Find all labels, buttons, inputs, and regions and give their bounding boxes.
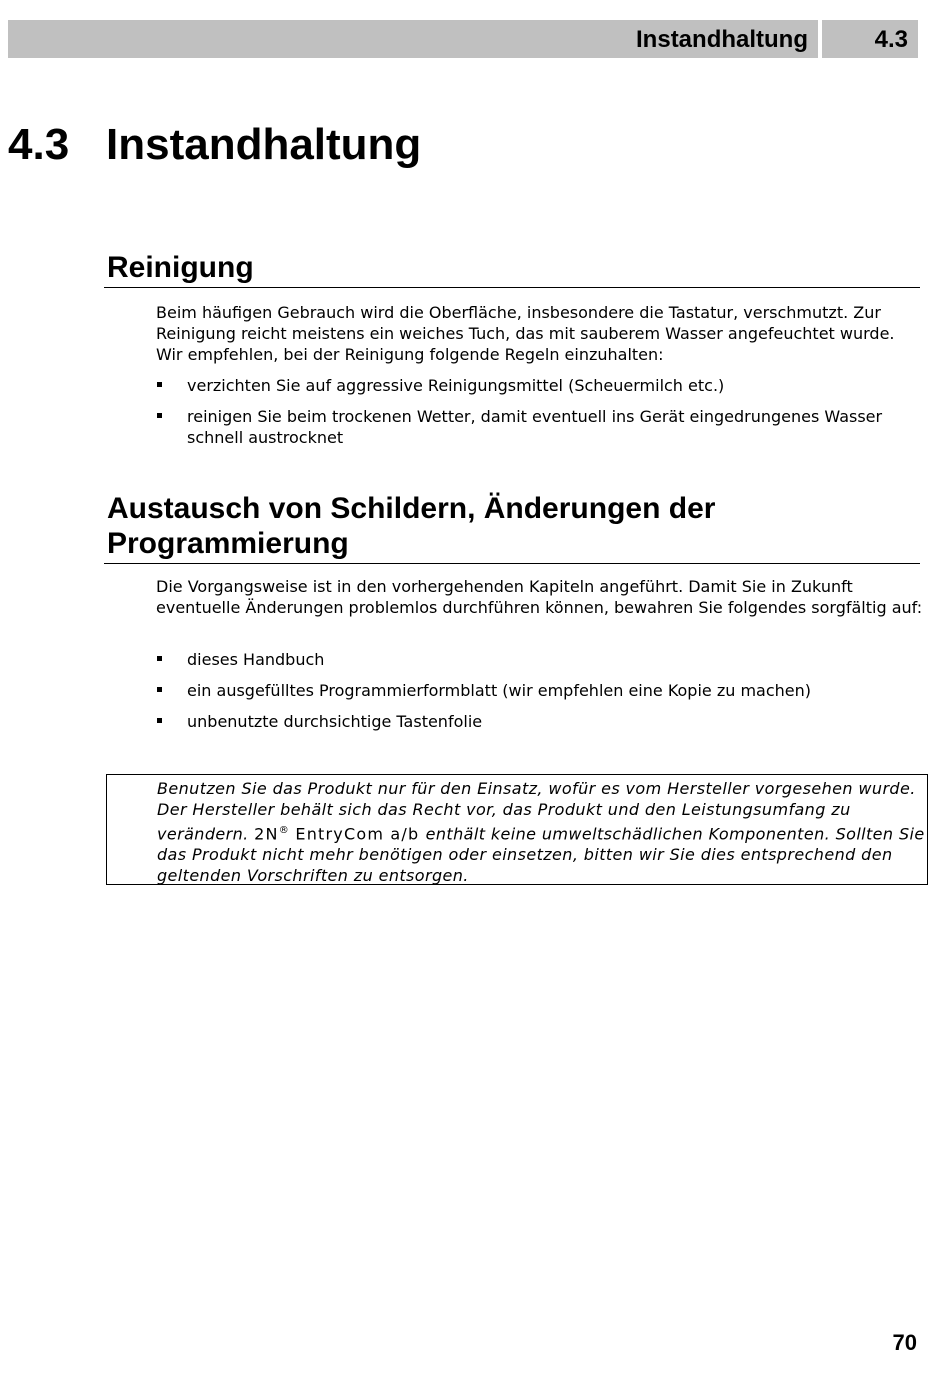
chapter-number: 4.3 xyxy=(8,120,70,169)
bullet-list-reinigung xyxy=(156,375,926,458)
section-heading-reinigung: Reinigung xyxy=(104,250,920,288)
note-product-name: EntryCom a/b xyxy=(289,824,426,844)
header-bar xyxy=(8,20,818,58)
note-text xyxy=(157,778,927,886)
section-heading-austausch: Austausch von Schildern, Änderungen der Programmierung xyxy=(104,491,920,564)
bullet-square-icon xyxy=(157,382,162,387)
page-number: 70 xyxy=(892,1330,917,1355)
list-item-text: unbenutzte durchsichtige Tastenfolie xyxy=(187,712,483,731)
bullet-square-icon xyxy=(157,687,162,692)
note-text-intro: Benutzen Sie das Produkt nur für den Einsatz, wofür es vom Hersteller vorgesehen wurde. Der Hersteller behält sich das Recht vor, das Produkt und den Leistungsumfang zu verändern. xyxy=(157,779,916,844)
list-item xyxy=(156,680,926,701)
note-text-outro: enthält keine umweltschädlichen Komponenten. Sollten Sie das Produkt nicht mehr benötigen oder einsetzen, bitten wir Sie dies entsprechend den geltenden Vorschriften zu entsorgen. xyxy=(157,824,925,886)
bullet-square-icon xyxy=(157,656,162,661)
list-item xyxy=(156,406,926,448)
note-box xyxy=(106,774,928,885)
section-paragraph-reinigung: Beim häufigen Gebrauch wird die Oberfläche, insbesondere die Tastatur, verschmutzt. Zur Reinigung reicht meistens ein weiches Tuch, das mit sauberem Wasser angefeuchtet wurde. Wir empfehlen, bei der Reinigung folgende Regeln einzuhalten: xyxy=(156,303,895,364)
chapter-title xyxy=(8,120,421,170)
header-section-box xyxy=(822,20,918,58)
list-item-text: verzichten Sie auf aggressive Reinigungsmittel (Scheuermilch etc.) xyxy=(187,376,725,395)
list-item xyxy=(156,649,926,670)
list-item-text: reinigen Sie beim trockenen Wetter, damit eventuell ins Gerät eingedrungenes Wasser schnell austrocknet xyxy=(187,407,883,447)
bullet-square-icon xyxy=(157,413,162,418)
section-paragraph-austausch: Die Vorgangsweise ist in den vorhergehenden Kapiteln angeführt. Damit Sie in Zukunft eventuelle Änderungen problemlos durchführen können, bewahren Sie folgendes sorgfältig auf: xyxy=(156,577,923,617)
note-brand: 2N xyxy=(254,824,279,844)
list-item xyxy=(156,711,926,732)
registered-mark: ® xyxy=(278,825,290,836)
header-section-number: 4.3 xyxy=(874,26,908,53)
chapter-title-text: Instandhaltung xyxy=(106,120,422,169)
list-item-text: ein ausgefülltes Programmierformblatt (wir empfehlen eine Kopie zu machen) xyxy=(187,681,812,700)
header-title: Instandhaltung xyxy=(636,26,808,53)
bullet-list-austausch xyxy=(156,649,926,742)
bullet-square-icon xyxy=(157,718,162,723)
list-item-text: dieses Handbuch xyxy=(187,650,325,669)
list-item xyxy=(156,375,926,396)
